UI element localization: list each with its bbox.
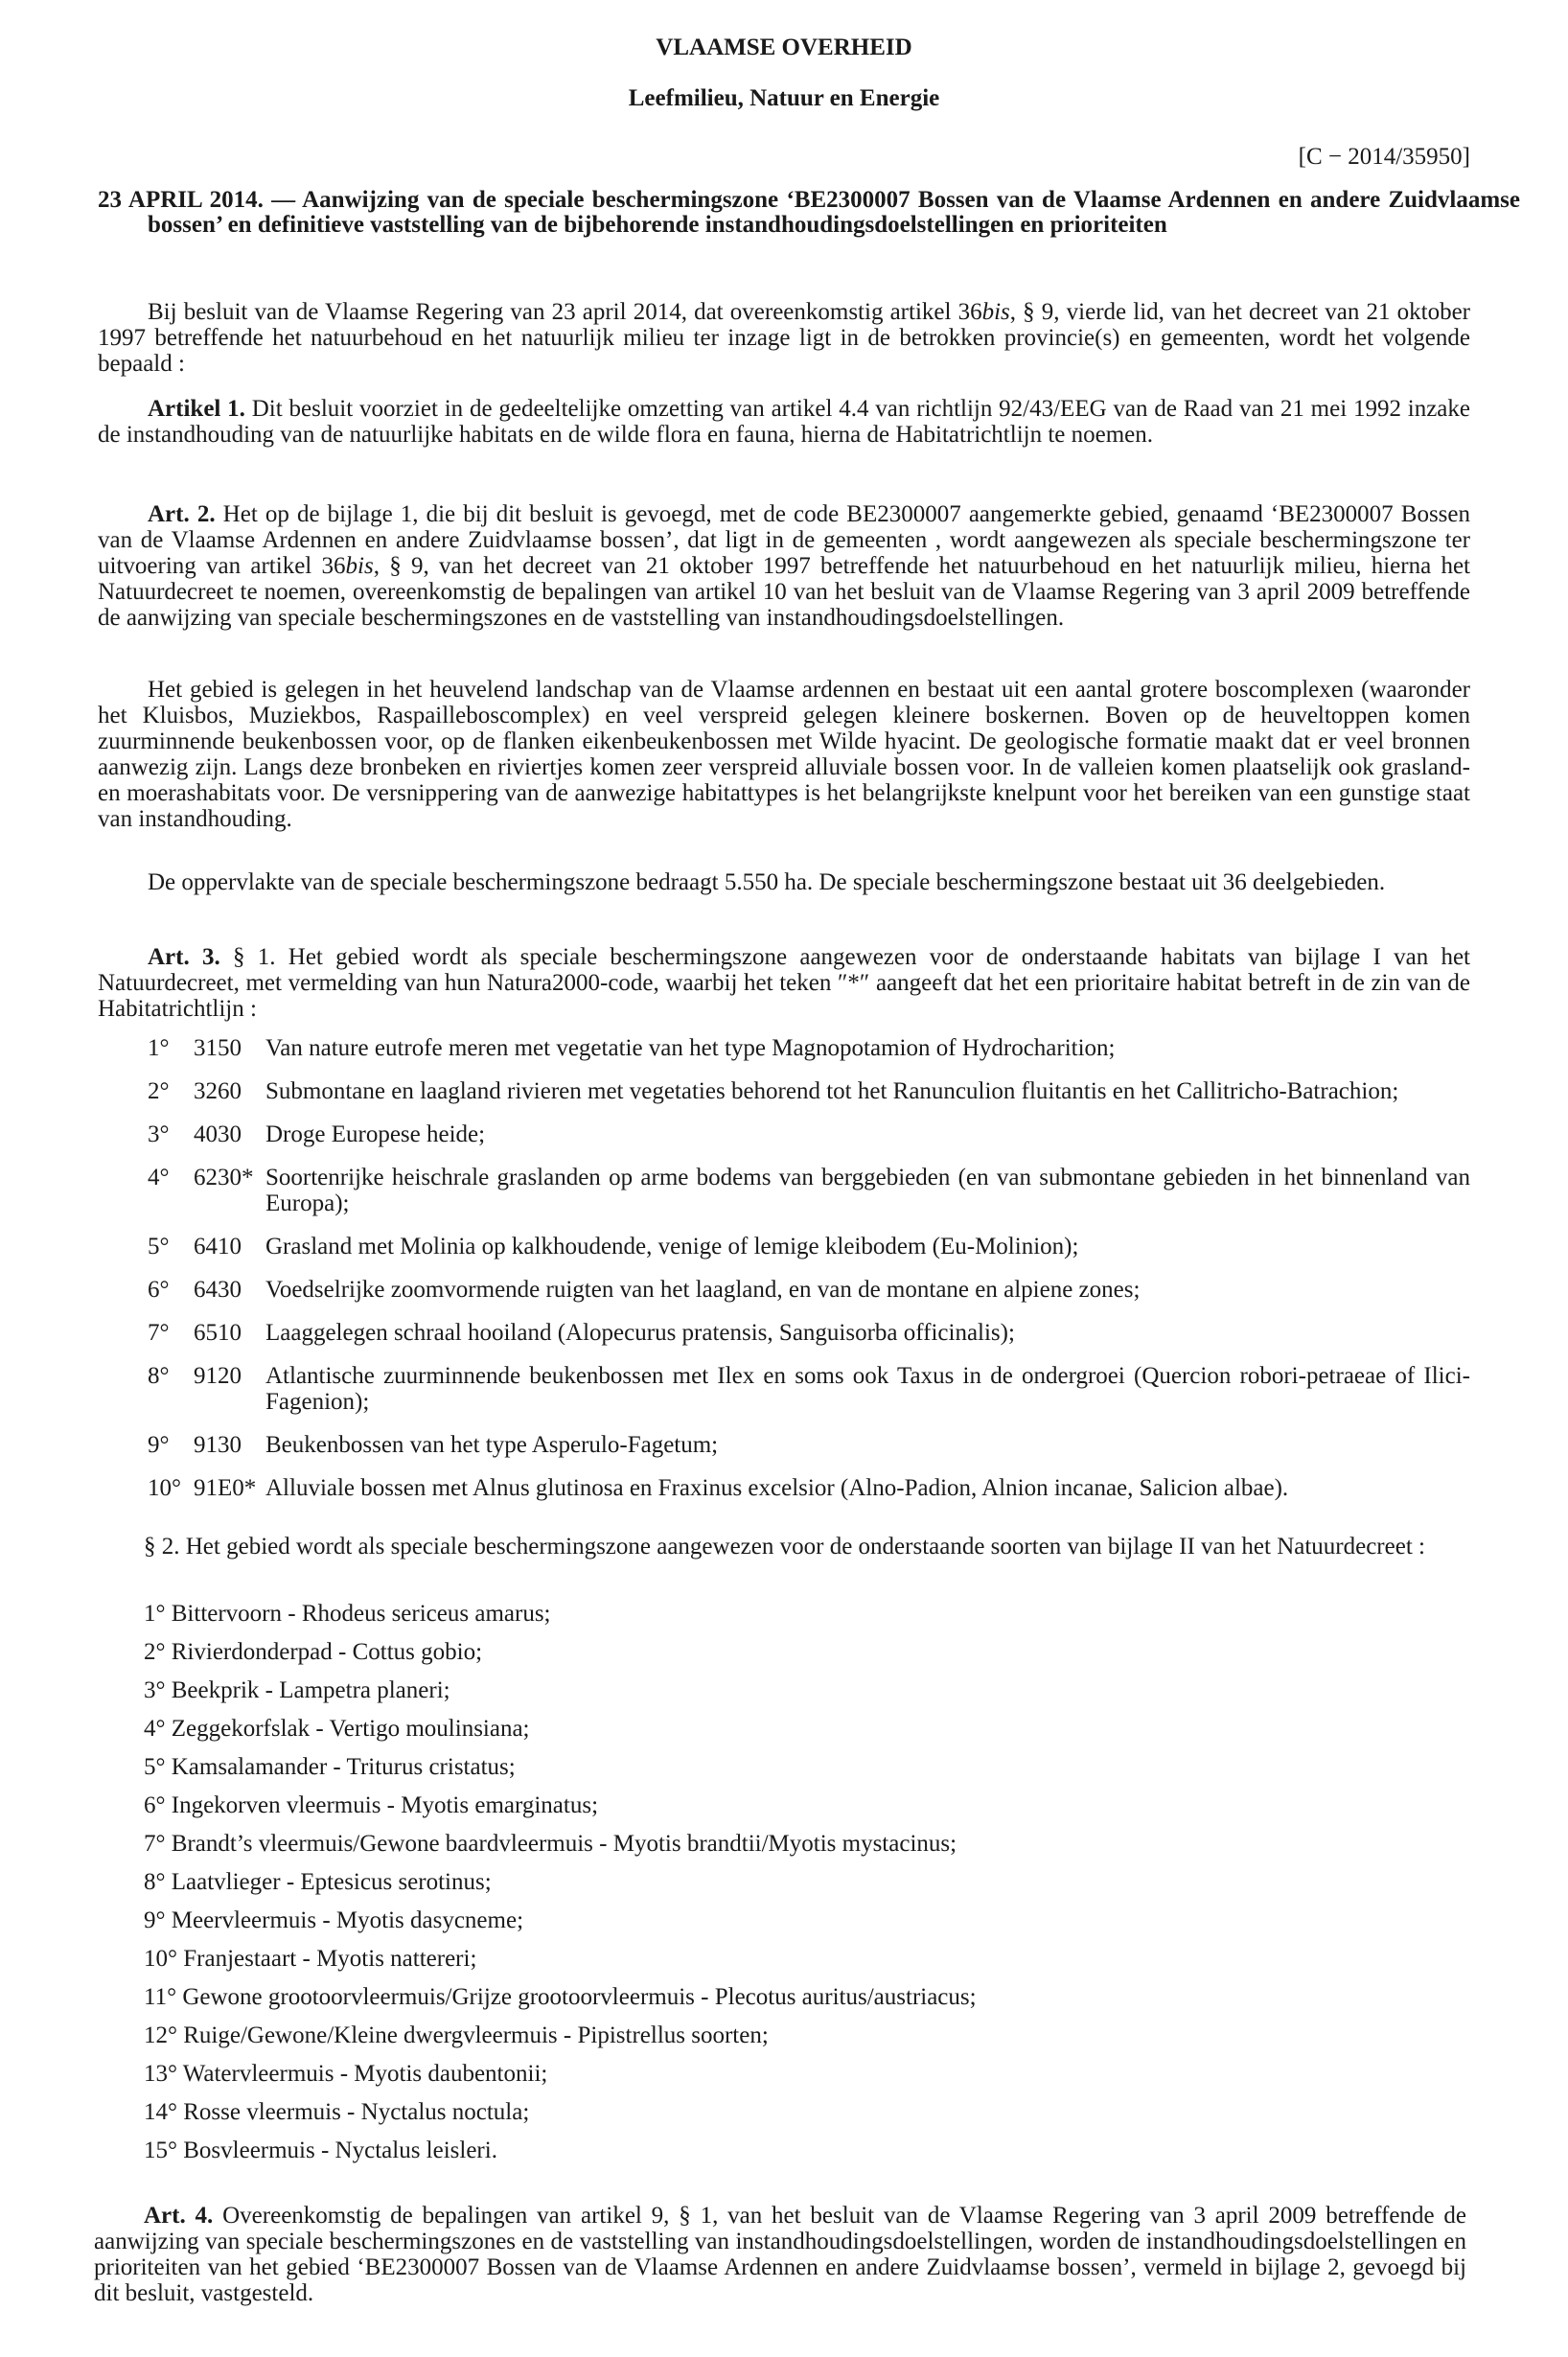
habitat-item: 1° 3150 Van nature eutrofe meren met vegetatie van het type Magnopotamion of Hydrocharition; [148, 1035, 1116, 1061]
article-4: Art. 4. Overeenkomstig de bepalingen van artikel 9, § 1, van het besluit van de Vlaamse Regering van 3 april 2009 betreffende de aanwijzing van speciale beschermingszones en de vaststelling van instandhoudingsdoelstellingen, worden de instandhoudingsdoelstellingen en prioriteiten van het gebied ‘BE2300007 Bossen van de Vlaamse Ardennen en andere Zuidvlaamse bossen’, vermeld in bijlage 2, gevoegd bij dit besluit, vastgesteld. [94, 2203, 1466, 2306]
area-size-paragraph: De oppervlakte van de speciale beschermingszone bedraagt 5.550 ha. De speciale beschermingszone bestaat uit 36 deelgebieden. [148, 869, 1386, 895]
article-label: Art. 3. [148, 944, 220, 970]
decree-title: 23 APRIL 2014. — Aanwijzing van de speciale beschermingszone ‘BE2300007 Bossen van de Vlaamse Ardennen en andere Zuidvlaamse bossen’ en definitieve vaststelling van de bijbehorende instandhoudingsdoelstellingen en prioriteiten [98, 187, 1520, 238]
species-item: 8° Laatvlieger - Eptesicus serotinus; [144, 1869, 492, 1895]
species-item: 4° Zeggekorfslak - Vertigo moulinsiana; [144, 1716, 530, 1742]
article-label: Art. 4. [144, 2203, 214, 2229]
species-item: 3° Beekprik - Lampetra planeri; [144, 1677, 450, 1703]
article-3-par-1: Art. 3. § 1. Het gebied wordt als speciale beschermingszone aangewezen voor de onderstaande habitats van bijlage I van het Natuurdecreet, met vermelding van hun Natura2000-code, waarbij het teken ″*″ aangeeft dat het een prioritaire habitat betreft in de zin van de Habitatrichtlijn : [98, 944, 1470, 1022]
article-label: Art. 2. [148, 501, 216, 527]
habitat-item: 6° 6430 Voedselrijke zoomvormende ruigten van het laagland, en van de montane en alpiene zones; [148, 1277, 1141, 1303]
intro-paragraph: Bij besluit van de Vlaamse Regering van 23 april 2014, dat overeenkomstig artikel 36bis, § 9, vierde lid, van het decreet van 21 oktober 1997 betreffende het natuurbehoud en het natuurlijk milieu ter inzage ligt in de betrokken provincie(s) en gemeenten, wordt het volgende bepaald : [98, 299, 1470, 377]
habitat-item: 5° 6410 Grasland met Molinia op kalkhoudende, venige of lemige kleibodem (Eu-Molinion); [148, 1234, 1079, 1259]
species-item: 13° Watervleermuis - Myotis daubentonii; [144, 2061, 548, 2087]
species-list [144, 1601, 1466, 2176]
species-item: 12° Ruige/Gewone/Kleine dwergvleermuis - Pipistrellus soorten; [144, 2022, 769, 2048]
habitat-item: 8° 9120 Atlantische zuurminnende beukenbossen met Ilex en soms ook Taxus in de ondergroei (Quercion robori-petraeae of Ilici-Fagenion); [148, 1363, 1470, 1415]
species-item: 6° Ingekorven vleermuis - Myotis emarginatus; [144, 1792, 599, 1818]
article-3-par-2: § 2. Het gebied wordt als speciale beschermingszone aangewezen voor de onderstaande soorten van bijlage II van het Natuurdecreet : [144, 1534, 1425, 1560]
habitat-item: 9° 9130 Beukenbossen van het type Asperulo-Fagetum; [148, 1432, 719, 1458]
article-2: Art. 2. Het op de bijlage 1, die bij dit besluit is gevoegd, met de code BE2300007 aangemerkte gebied, genaamd ‘BE2300007 Bossen van de Vlaamse Ardennen en andere Zuidvlaamse bossen’, dat ligt in de gemeenten , wordt aangewezen als speciale beschermingszone ter uitvoering van artikel 36bis, § 9, van het decreet van 21 oktober 1997 betreffende het natuurbehoud en het natuurlijk milieu, hierna het Natuurdecreet te noemen, overeenkomstig de bepalingen van artikel 10 van het besluit van de Vlaamse Regering van 3 april 2009 betreffende de aanwijzing van speciale beschermingszones en de vaststelling van instandhoudingsdoelstellingen. [98, 501, 1470, 631]
article-1: Artikel 1. Dit besluit voorziet in de gedeeltelijke omzetting van artikel 4.4 van richtlijn 92/43/EEG van de Raad van 21 mei 1992 inzake de instandhouding van de natuurlijke habitats en de wilde flora en fauna, hierna de Habitatrichtlijn te noemen. [98, 396, 1470, 448]
habitat-item: 3° 4030 Droge Europese heide; [148, 1121, 486, 1147]
species-item: 15° Bosvleermuis - Nyctalus leisleri. [144, 2137, 497, 2163]
habitat-list [148, 1035, 1470, 1518]
habitat-item: 10° 91E0* Alluviale bossen met Alnus glutinosa en Fraxinus excelsior (Alno-Padion, Alnion incanae, Salicion albae). [148, 1475, 1289, 1501]
authority-heading: VLAAMSE OVERHEID [656, 35, 912, 60]
species-item: 10° Franjestaart - Myotis nattereri; [144, 1946, 477, 1972]
habitat-item: 2° 3260 Submontane en laagland rivieren met vegetaties behorend tot het Ranunculion fluitantis en het Callitricho-Batrachion; [148, 1078, 1399, 1104]
species-item: 7° Brandt’s vleermuis/Gewone baardvleermuis - Myotis brandtii/Myotis mystacinus; [144, 1831, 957, 1857]
habitat-item: 7° 6510 Laaggelegen schraal hooiland (Alopecurus pratensis, Sanguisorba officinalis); [148, 1320, 1015, 1346]
reference-number: [C − 2014/35950] [1298, 144, 1470, 170]
habitat-item: 4° 6230* Soortenrijke heischrale graslanden op arme bodems van berggebieden (en van submontane gebieden in het binnenland van Europa); [148, 1165, 1470, 1216]
species-item: 5° Kamsalamander - Triturus cristatus; [144, 1754, 516, 1780]
species-item: 11° Gewone grootoorvleermuis/Grijze grootoorvleermuis - Plecotus auritus/austriacus; [144, 1984, 977, 2010]
department-heading: Leefmilieu, Natuur en Energie [628, 85, 940, 111]
area-description-paragraph: Het gebied is gelegen in het heuvelend landschap van de Vlaamse ardennen en bestaat uit een aantal grotere boscomplexen (waaronder het Kluisbos, Muziekbos, Raspailleboscomplex) en veel verspreid gelegen kleinere boskernen. Boven op de heuveltoppen komen zuurminnende beukenbossen voor, op de flanken eikenbeukenbossen met Wilde hyacint. De geologische formatie maakt dat er veel bronnen aanwezig zijn. Langs deze bronbeken en riviertjes komen zeer verspreid alluviale bossen voor. In de valleien komen plaatselijk ook grasland- en moerashabitats voor. De versnippering van de aanwezige habitattypes is het belangrijkste knelpunt voor het bereiken van een gunstige staat van instandhouding. [98, 677, 1470, 832]
species-item: 1° Bittervoorn - Rhodeus sericeus amarus; [144, 1601, 551, 1627]
species-item: 2° Rivierdonderpad - Cottus gobio; [144, 1639, 483, 1665]
species-item: 9° Meervleermuis - Myotis dasycneme; [144, 1907, 524, 1933]
species-item: 14° Rosse vleermuis - Nyctalus noctula; [144, 2099, 530, 2125]
article-label: Artikel 1. [148, 396, 245, 422]
